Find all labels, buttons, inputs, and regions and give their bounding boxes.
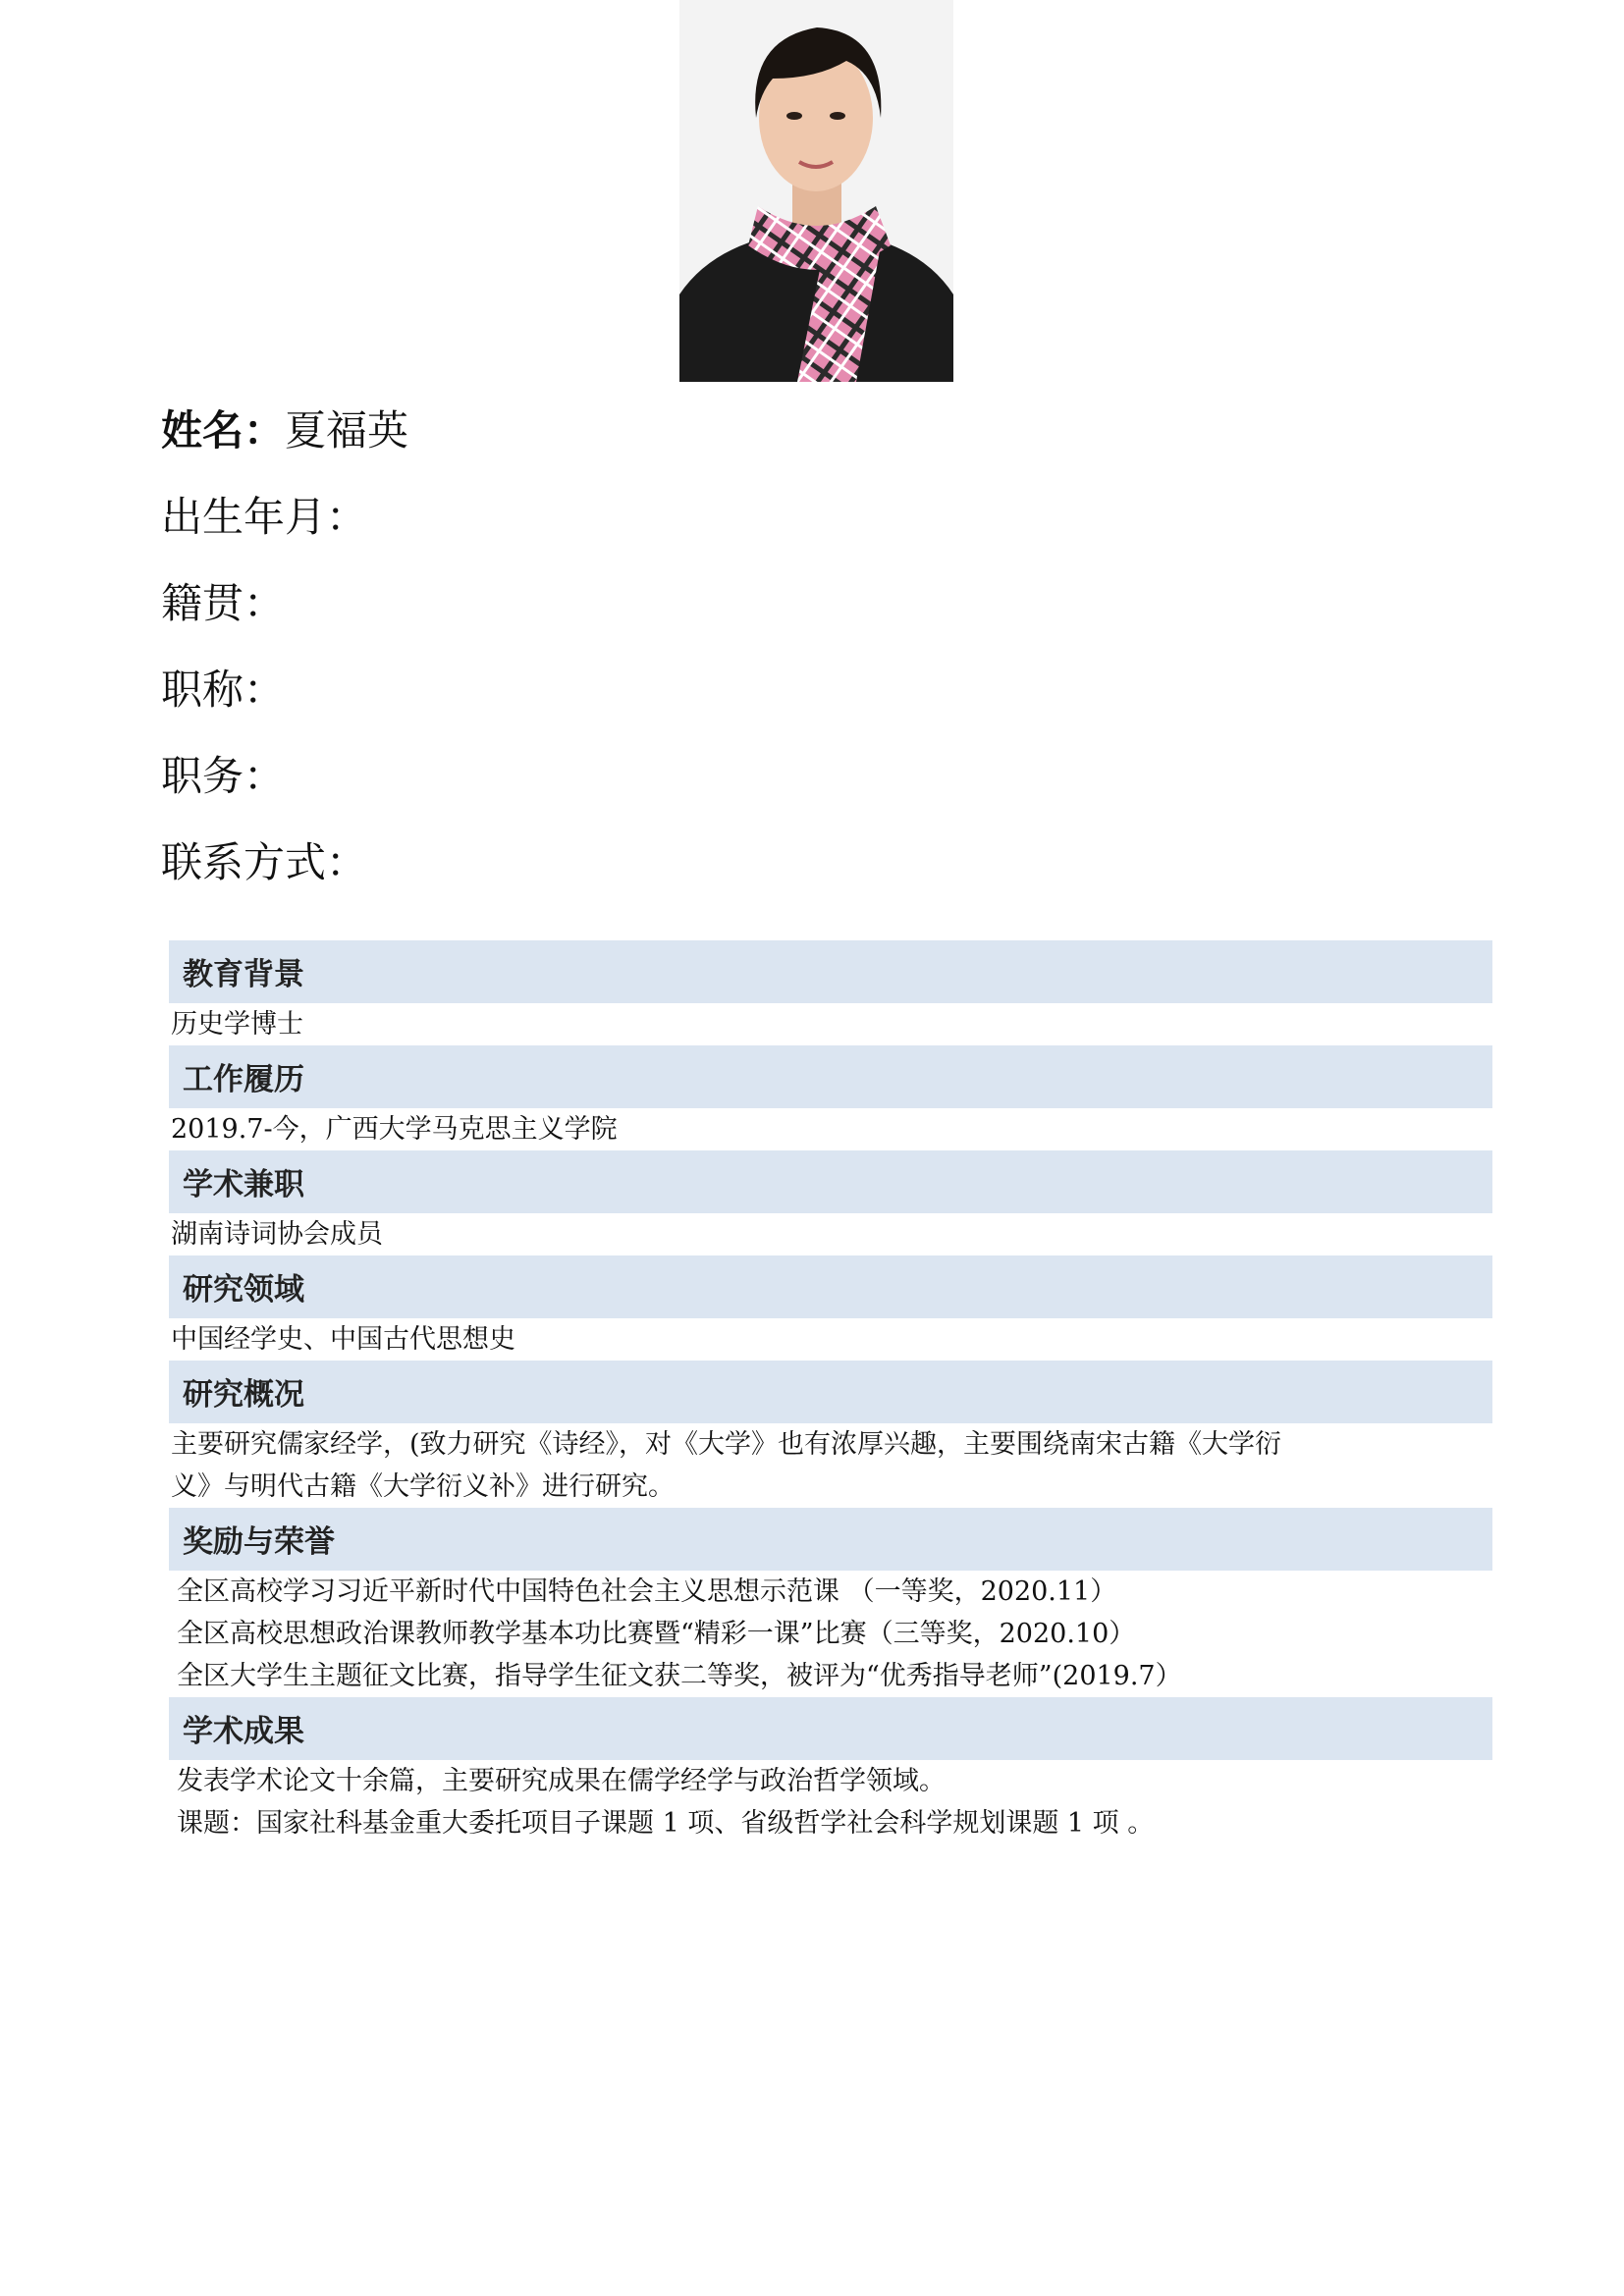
section-line: 全区大学生主题征文比赛，指导学生征文获二等奖，被评为“优秀指导老师”(2019.7） — [177, 1661, 1182, 1691]
section-body-education — [169, 1003, 1492, 1045]
section-header-research-overview: 研究概况 — [169, 1361, 1492, 1423]
field-label: 职称： — [161, 666, 286, 714]
section-body-research-overview — [169, 1423, 1492, 1508]
field-birth — [161, 482, 408, 568]
field-label: 职务： — [161, 752, 286, 800]
section-line: 全区高校学习习近平新时代中国特色社会主义思想示范课 （一等奖，2020.11） — [177, 1576, 1117, 1607]
section-line: 2019.7-今，广西大学马克思主义学院 — [171, 1114, 618, 1145]
field-label: 联系方式： — [161, 838, 368, 886]
field-name — [161, 396, 408, 482]
field-label: 出生年月： — [161, 493, 368, 541]
section-header-research-fields: 研究领域 — [169, 1255, 1492, 1318]
field-label: 姓名： — [161, 406, 286, 454]
section-line: 发表学术论文十余篇，主要研究成果在儒学经学与政治哲学领域。 — [177, 1766, 946, 1796]
resume-sections — [169, 940, 1492, 1844]
field-contact — [161, 828, 408, 914]
section-header-education: 教育背景 — [169, 940, 1492, 1003]
field-position — [161, 741, 408, 828]
field-value: 夏福英 — [285, 406, 409, 454]
section-line: 主要研究儒家经学，(致力研究《诗经》，对《大学》也有浓厚兴趣，主要围绕南宋古籍《大学衍 — [171, 1429, 1282, 1460]
section-line: 全区高校思想政治课教师教学基本功比赛暨“精彩一课”比赛（三等奖，2020.10） — [177, 1619, 1136, 1649]
section-header-work: 工作履历 — [169, 1045, 1492, 1108]
section-line: 义》与明代古籍《大学衍义补》进行研究。 — [171, 1471, 675, 1502]
profile-photo — [679, 0, 953, 382]
field-title — [161, 655, 408, 741]
field-label: 籍贯： — [161, 579, 286, 627]
section-body-research-fields — [169, 1318, 1492, 1361]
section-line: 中国经学史、中国古代思想史 — [171, 1324, 515, 1355]
field-native-place — [161, 568, 408, 655]
section-header-achievements: 学术成果 — [169, 1697, 1492, 1760]
section-header-awards: 奖励与荣誉 — [169, 1508, 1492, 1571]
section-body-academic-roles — [169, 1213, 1492, 1255]
section-body-awards — [169, 1571, 1492, 1697]
section-line: 湖南诗词协会成员 — [171, 1219, 383, 1250]
section-line: 课题：国家社科基金重大委托项目子课题 1 项、省级哲学社会科学规划课题 1 项 。 — [177, 1808, 1155, 1839]
section-line: 历史学博士 — [171, 1009, 303, 1040]
personal-info — [161, 396, 408, 914]
section-body-work — [169, 1108, 1492, 1150]
section-body-achievements — [169, 1760, 1492, 1844]
section-header-academic-roles: 学术兼职 — [169, 1150, 1492, 1213]
